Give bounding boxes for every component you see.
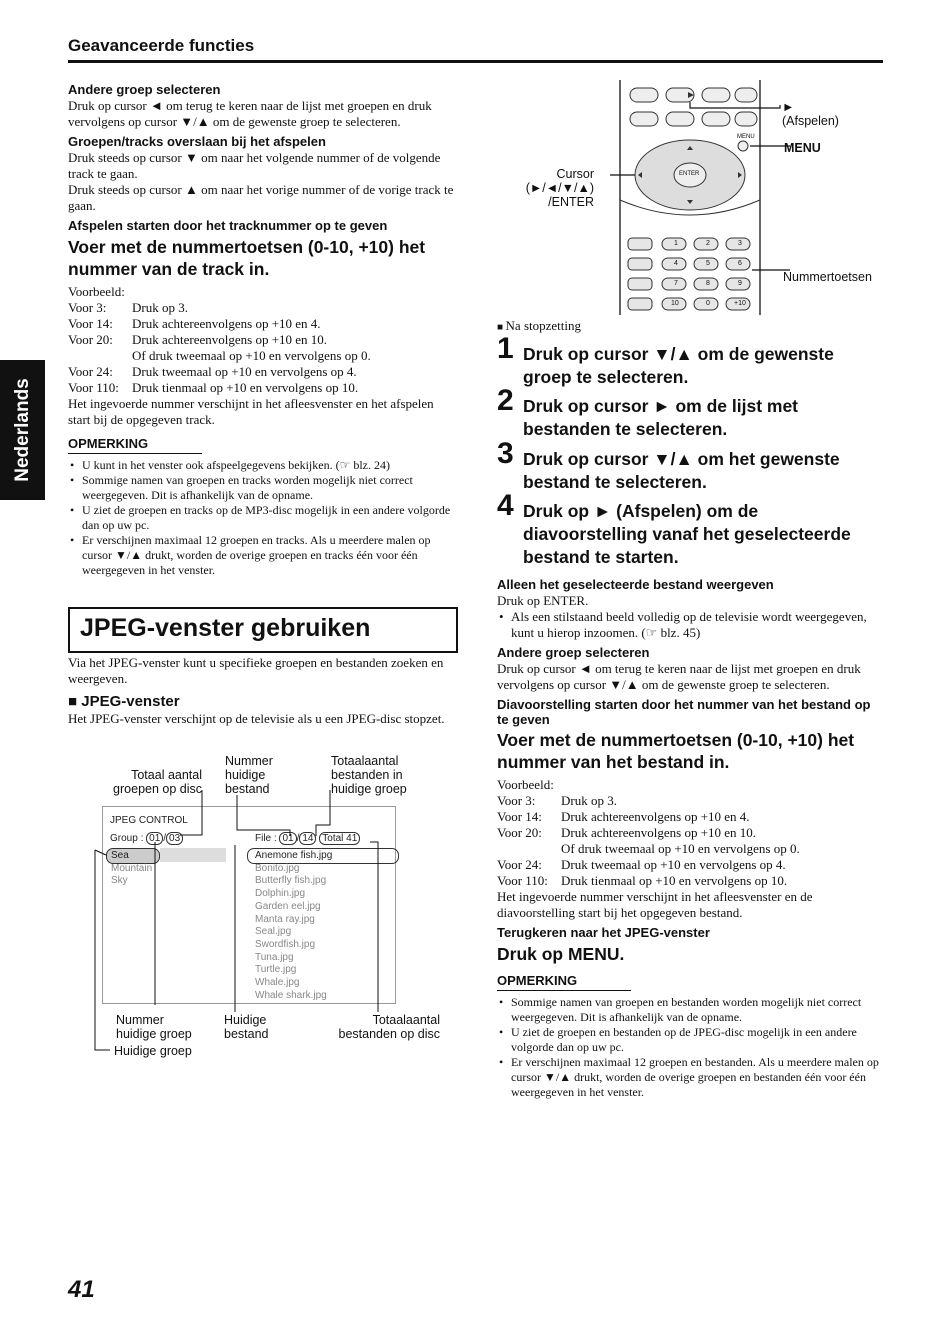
instruction-heading: Voer met de nummertoetsen (0-10, +10) het nummer van de track in. xyxy=(68,237,426,279)
group-total: 03 xyxy=(166,832,183,845)
step-3 xyxy=(497,437,877,494)
group-current: 01 xyxy=(146,832,163,845)
step-1 xyxy=(497,332,877,389)
remote-play-label: ► (Afspelen) xyxy=(782,100,839,128)
bullet-item: • Als een stilstaand beeld volledig op de televisie wordt weergegeven, kunt u hierop inzoomen. (☞ blz. 45) xyxy=(511,609,883,641)
file-label: File : xyxy=(255,833,277,844)
step-number: 3 xyxy=(497,437,514,470)
example-value: Druk tweemaal op +10 en vervolgens op 4. xyxy=(132,364,357,379)
note-list xyxy=(497,995,883,1100)
example-key: Voor 24: xyxy=(68,364,113,379)
section-title: JPEG-venster gebruiken xyxy=(80,614,371,642)
example-key: Voor 20: xyxy=(497,825,542,840)
section-heading: Alleen het geselecteerde bestand weergeven xyxy=(497,577,774,592)
example-value: Druk op 3. xyxy=(561,793,617,808)
example-value: Of druk tweemaal op +10 en vervolgens op 0. xyxy=(132,348,371,363)
section-heading: Andere groep selecteren xyxy=(497,645,650,660)
example-key: Voor 3: xyxy=(68,300,107,315)
step-2 xyxy=(497,384,877,441)
screen-title: JPEG CONTROL xyxy=(110,815,188,826)
section-heading: Terugkeren naar het JPEG-venster xyxy=(497,925,710,940)
stop-note-text: Na stopzetting xyxy=(505,318,582,333)
paragraph: Druk op ENTER. xyxy=(497,593,589,608)
example-key: Voor 14: xyxy=(68,316,113,331)
remote-number-label: Nummertoetsen xyxy=(783,270,872,284)
step-text: Druk op ► (Afspelen) om de diavoorstelling vanaf het geselecteerde bestand te starten. xyxy=(523,501,851,567)
callout-files-in-group: Totaalaantal bestanden in huidige groep xyxy=(331,754,407,796)
bullet-list xyxy=(497,609,883,641)
example-row xyxy=(497,873,883,889)
note-item: • Sommige namen van groepen en bestanden worden mogelijk niet correct weergegeven. Dit is afhankelijk van de opname. xyxy=(511,995,883,1025)
example-key: Voor 110: xyxy=(497,873,548,888)
page-number: 41 xyxy=(68,1276,95,1303)
note-item: • U kunt in het venster ook afspeelgegevens bekijken. (☞ blz. 24) xyxy=(82,458,454,473)
example-row xyxy=(497,809,883,825)
section-heading: Diavoorstelling starten door het nummer van het bestand op te geven xyxy=(497,697,871,727)
callout-total-groups: Totaal aantal groepen op disc xyxy=(113,768,202,796)
group-label: Group : xyxy=(110,833,144,844)
step-text: Druk op cursor ► om de lijst met bestanden te selecteren. xyxy=(523,396,799,439)
example-value: Of druk tweemaal op +10 en vervolgens op 0. xyxy=(561,841,800,856)
file-item: Butterfly fish.jpg xyxy=(255,875,327,887)
example-key: Voor 3: xyxy=(497,793,536,808)
key-2: 2 xyxy=(706,240,710,247)
example-row xyxy=(497,857,883,873)
file-current: 01 xyxy=(279,832,296,845)
step-4 xyxy=(497,489,882,569)
step-number: 1 xyxy=(497,332,514,365)
step-text: Druk op cursor ▼/▲ om de gewenste groep te selecteren. xyxy=(523,344,834,387)
side-tab-label: Nederlands xyxy=(11,378,33,482)
example-value: Druk op 3. xyxy=(132,300,188,315)
square-bullet-icon: ■ xyxy=(68,693,82,710)
example-value: Druk achtereenvolgens op +10 en 4. xyxy=(132,316,321,331)
section-heading: Afspelen starten door het tracknummer op te geven xyxy=(68,218,388,233)
file-grand-total: Total 41 xyxy=(319,832,360,845)
note-item: • U ziet de groepen en bestanden op de JPEG-disc mogelijk in een andere volgorde dan op uw pc. xyxy=(511,1025,883,1055)
key-5: 5 xyxy=(706,260,710,267)
file-item: Whale shark.jpg xyxy=(255,989,327,1001)
section-heading: Andere groep selecteren xyxy=(68,82,221,97)
file-item: Swordfish.jpg xyxy=(255,938,316,950)
instruction-heading: Voer met de nummertoetsen (0-10, +10) het nummer van het bestand in. xyxy=(497,730,855,772)
step-number: 2 xyxy=(497,384,514,417)
paragraph: Het ingevoerde nummer verschijnt in het afleesvenster en de diavoorstelling start bij het opgegeven bestand. xyxy=(497,889,813,920)
screen-file-row: File : 01 / 14 Total 41 xyxy=(255,833,360,846)
callout-current-group: Huidige groep xyxy=(114,1044,192,1058)
paragraph: Druk steeds op cursor ▲ om naar het vorige nummer of de vorige track te gaan. xyxy=(68,182,454,213)
sub-heading-text: JPEG-venster xyxy=(81,693,180,710)
note-heading: OPMERKING xyxy=(497,973,631,991)
example-key: Voor 20: xyxy=(68,332,113,347)
key-4: 4 xyxy=(674,260,678,267)
key-10: 10 xyxy=(671,300,679,307)
file-total: 14 xyxy=(299,832,316,845)
example-label: Voorbeeld: xyxy=(497,777,554,792)
page-header-title: Geavanceerde functies xyxy=(68,36,255,55)
paragraph: Druk steeds op cursor ▼ om naar het volgende nummer of de volgende track te gaan. xyxy=(68,150,441,181)
step-text: Druk op cursor ▼/▲ om het gewenste bestand te selecteren. xyxy=(523,449,840,492)
right-column xyxy=(497,573,883,1100)
paragraph: Druk op cursor ◄ om terug te keren naar de lijst met groepen en druk vervolgens op cursor ▼/▲ om de gewenste groep te selecteren. xyxy=(68,98,432,129)
file-item: Turtle.jpg xyxy=(255,964,297,976)
note-item: • Sommige namen van groepen en tracks worden mogelijk niet correct weergegeven. Dit is afhankelijk van de opname. xyxy=(82,473,454,503)
key-0: 0 xyxy=(706,300,710,307)
note-item: • Er verschijnen maximaal 12 groepen en bestanden. Als u meerdere malen op cursor ▼/▲ drukt, worden de overige groepen en bestanden één voor één weergegeven in het venster. xyxy=(511,1055,883,1100)
callout-files-on-disc: Totaalaantal bestanden op disc xyxy=(338,1013,440,1041)
file-item: Anemone fish.jpg xyxy=(255,850,333,861)
key-plus10: +10 xyxy=(734,300,746,307)
remote-enter-label: ENTER xyxy=(679,171,700,177)
file-item: Dolphin.jpg xyxy=(255,888,306,900)
key-1: 1 xyxy=(674,240,678,247)
file-item: Tuna.jpg xyxy=(255,951,294,963)
group-item: Sea xyxy=(111,850,129,861)
example-key: Voor 24: xyxy=(497,857,542,872)
remote-menu-small-label: MENU xyxy=(737,134,755,140)
step-number: 4 xyxy=(497,489,514,522)
example-key: Voor 14: xyxy=(497,809,542,824)
example-value: Druk achtereenvolgens op +10 en 10. xyxy=(132,332,328,347)
key-7: 7 xyxy=(674,280,678,287)
key-3: 3 xyxy=(738,240,742,247)
note-item: • U ziet de groepen en tracks op de MP3-disc mogelijk in een andere volgorde dan op uw pc. xyxy=(82,503,454,533)
group-item: Mountain xyxy=(111,862,153,874)
paragraph: Via het JPEG-venster kunt u specifieke groepen en bestanden zoeken en weergeven. xyxy=(68,655,444,686)
remote-cursor-label: Cursor (►/◄/▼/▲) /ENTER xyxy=(525,167,594,209)
group-item: Sky xyxy=(111,875,128,887)
example-row xyxy=(497,841,883,857)
example-value: Druk tienmaal op +10 en vervolgens op 10. xyxy=(132,380,359,395)
example-value: Druk tienmaal op +10 en vervolgens op 10. xyxy=(561,873,788,888)
note-item: • Er verschijnen maximaal 12 groepen en tracks. Als u meerdere malen op cursor ▼/▲ drukt, worden de overige groepen en tracks één voor één weergegeven in het venster. xyxy=(82,533,454,578)
example-list xyxy=(497,793,883,889)
example-key: Voor 110: xyxy=(68,380,119,395)
section-heading: Groepen/tracks overslaan bij het afspelen xyxy=(68,134,326,149)
example-value: Druk achtereenvolgens op +10 en 4. xyxy=(561,809,750,824)
example-key xyxy=(497,841,561,857)
example-value: Druk tweemaal op +10 en vervolgens op 4. xyxy=(561,857,786,872)
paragraph: Het JPEG-venster verschijnt op de televisie als u een JPEG-disc stopzet. xyxy=(68,711,445,726)
square-bullet-icon: ■ xyxy=(497,322,506,333)
remote-number-keys xyxy=(628,238,788,318)
example-row xyxy=(497,825,883,841)
file-item: Bonito.jpg xyxy=(255,862,300,874)
remote-menu-label: MENU xyxy=(784,141,821,155)
callout-group-number: Nummer huidige groep xyxy=(116,1013,192,1041)
example-row xyxy=(497,793,883,809)
file-item: Garden eel.jpg xyxy=(255,900,321,912)
example-value: Druk achtereenvolgens op +10 en 10. xyxy=(561,825,757,840)
callout-current-file: Nummer huidige bestand xyxy=(225,754,273,796)
example-label: Voorbeeld: xyxy=(68,284,125,299)
file-item: Seal.jpg xyxy=(255,926,292,938)
key-9: 9 xyxy=(738,280,742,287)
paragraph: Druk op cursor ◄ om terug te keren naar de lijst met groepen en druk vervolgens op cursor ▼/▲ om de gewenste groep te selecteren. xyxy=(497,661,861,692)
key-6: 6 xyxy=(738,260,742,267)
key-8: 8 xyxy=(706,280,710,287)
note-heading: OPMERKING xyxy=(68,436,202,454)
callout-current-file-bottom: Huidige bestand xyxy=(224,1013,269,1041)
screen-group-row: Group : 01 / 03 xyxy=(110,833,183,846)
file-item: Whale.jpg xyxy=(255,977,300,989)
paragraph: Het ingevoerde nummer verschijnt in het afleesvenster en het afspelen start bij de opgegeven track. xyxy=(68,396,434,427)
file-item: Manta ray.jpg xyxy=(255,913,315,925)
instruction-heading: Druk op MENU. xyxy=(497,944,625,964)
